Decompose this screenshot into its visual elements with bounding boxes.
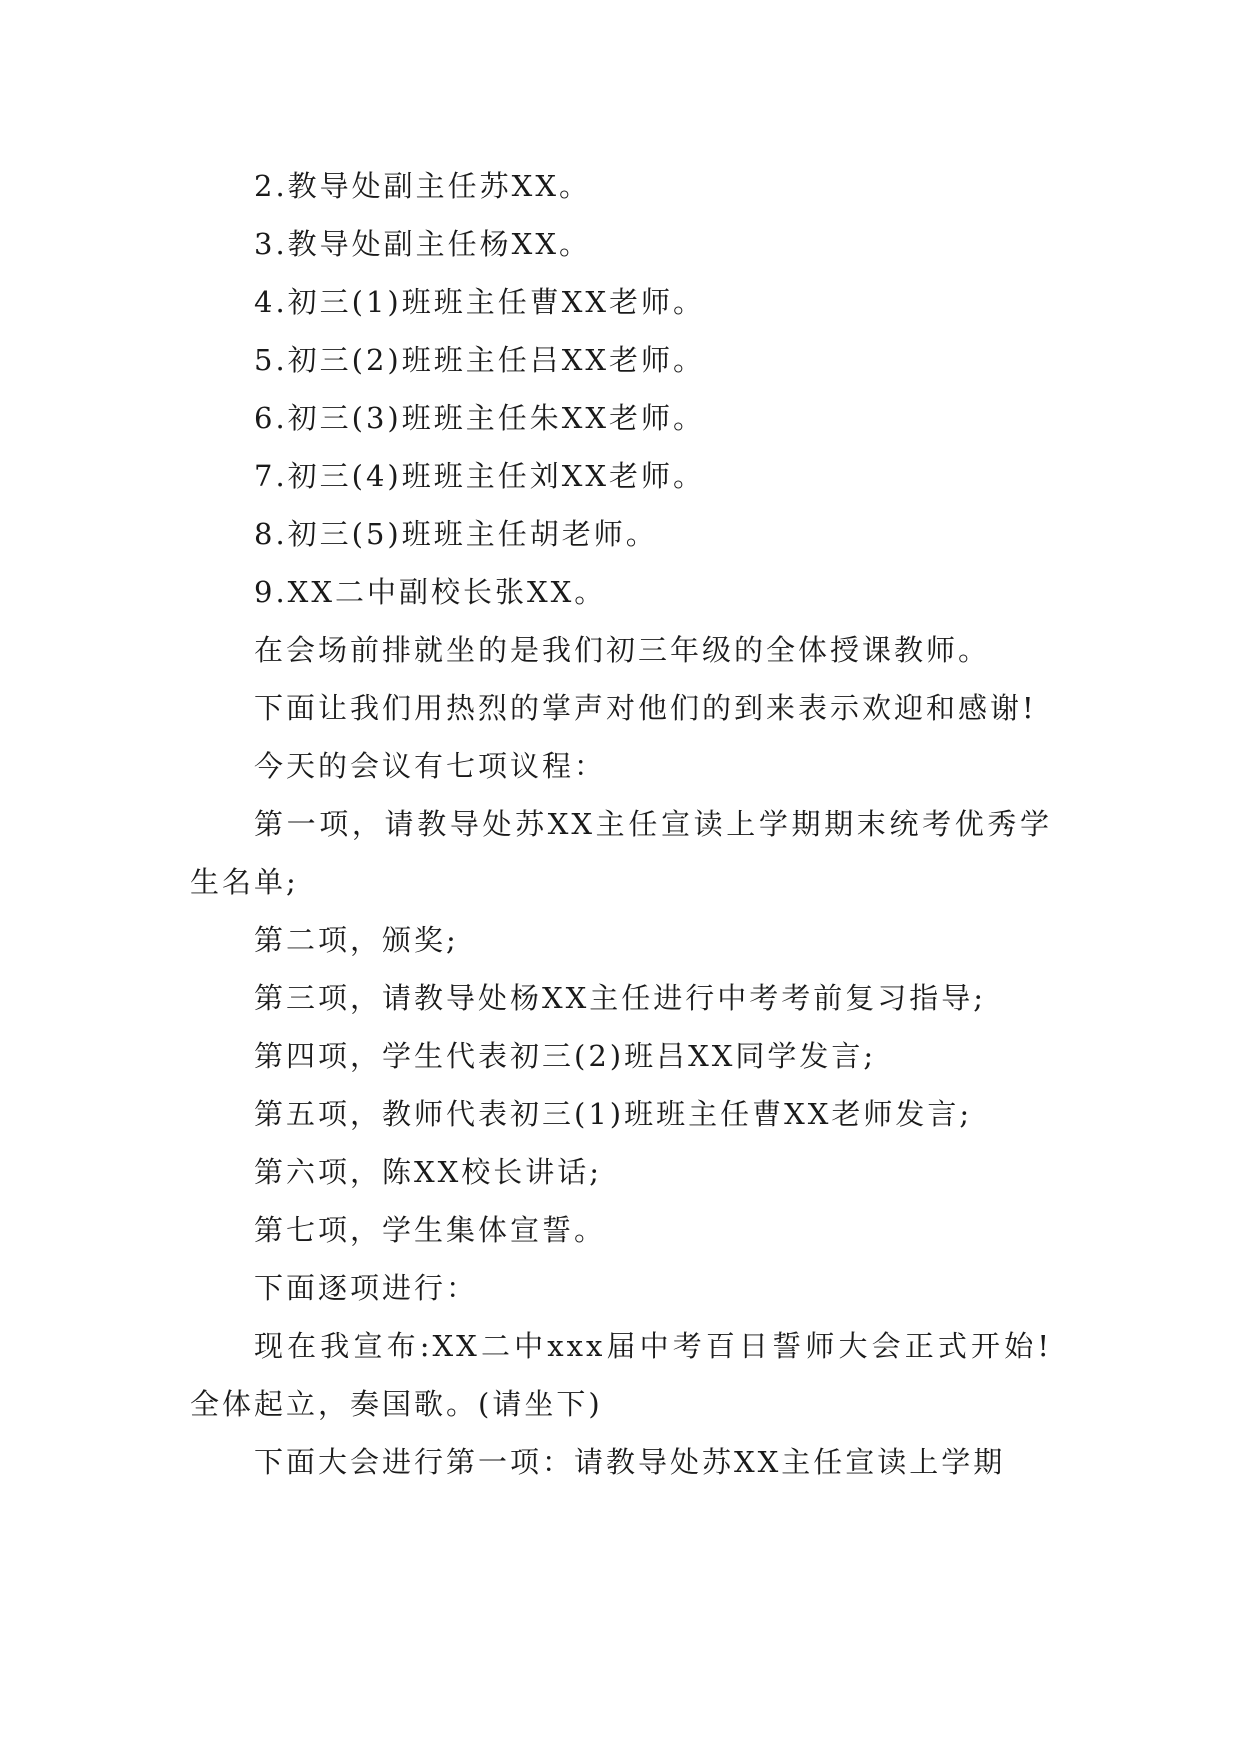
paragraph: 4.初三(1)班班主任曹XX老师。 <box>254 285 706 319</box>
paragraph: 下面让我们用热烈的掌声对他们的到来表示欢迎和感谢! <box>254 691 1037 725</box>
paragraph: 第四项，学生代表初三(2)班吕XX同学发言; <box>254 1039 877 1073</box>
document-body <box>190 157 1052 1491</box>
paragraph: 下面逐项进行： <box>254 1271 479 1305</box>
paragraph: 第七项，学生集体宣誓。 <box>254 1213 607 1247</box>
paragraph: 第一项，请教导处苏XX主任宣读上学期期末统考优秀学生名单; <box>190 807 1052 899</box>
paragraph: 第三项，请教导处杨XX主任进行中考考前复习指导; <box>254 981 987 1015</box>
paragraph: 8.初三(5)班班主任胡老师。 <box>254 517 658 551</box>
paragraph: 9.XX二中副校长张XX。 <box>254 575 607 609</box>
paragraph: 5.初三(2)班班主任吕XX老师。 <box>254 343 706 377</box>
paragraph: 2.教导处副主任苏XX。 <box>254 169 591 203</box>
paragraph: 6.初三(3)班班主任朱XX老师。 <box>254 401 706 435</box>
paragraph: 第五项，教师代表初三(1)班班主任曹XX老师发言; <box>254 1097 973 1131</box>
paragraph: 第二项，颁奖; <box>254 923 459 957</box>
paragraph: 下面大会进行第一项：请教导处苏XX主任宣读上学期 <box>254 1445 1006 1479</box>
paragraph: 今天的会议有七项议程： <box>254 749 607 783</box>
paragraph: 7.初三(4)班班主任刘XX老师。 <box>254 459 706 493</box>
paragraph: 第六项，陈XX校长讲话; <box>254 1155 603 1189</box>
paragraph: 在会场前排就坐的是我们初三年级的全体授课教师。 <box>254 633 991 667</box>
paragraph: 3.教导处副主任杨XX。 <box>254 227 591 261</box>
paragraph: 现在我宣布:XX二中xxx届中考百日誓师大会正式开始!全体起立，奏国歌。(请坐下) <box>190 1329 1052 1421</box>
